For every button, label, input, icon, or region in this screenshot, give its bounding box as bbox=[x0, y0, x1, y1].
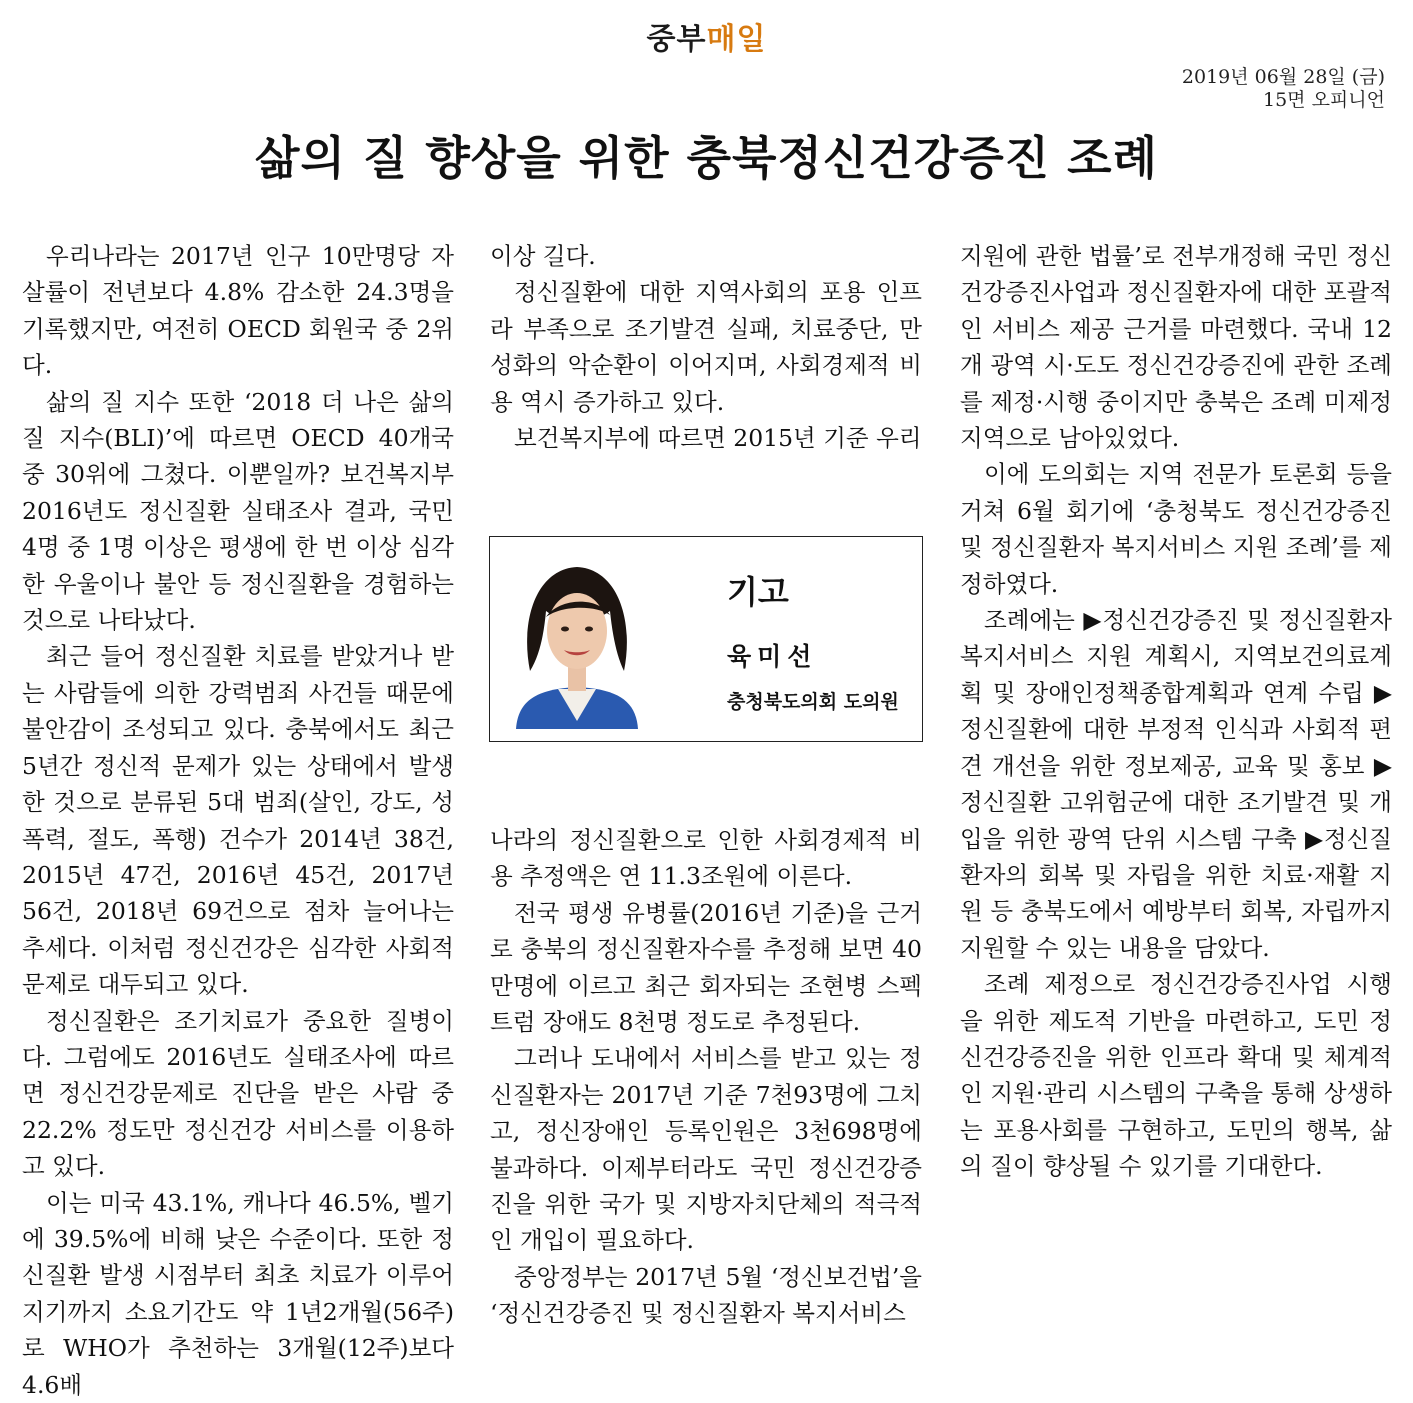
paragraph: 이에 도의회는 지역 전문가 토론회 등을 거쳐 6월 회기에 ‘충청북도 정신건강증진 및 정신질환자 복지서비스 지원 조례’를 제정하였다. bbox=[960, 460, 1392, 598]
article-headline: 삶의 질 향상을 위한 충북정신건강증진 조례 bbox=[255, 131, 1158, 185]
article-column-2-top bbox=[490, 238, 922, 456]
author-name: 육미선 bbox=[727, 642, 818, 671]
paragraph: 정신질환은 조기치료가 중요한 질병이다. 그럼에도 2016년도 실태조사에 따르면 정신건강문제로 진단을 받은 사람 중 22.2% 정도만 정신건강 서비스를 이용하고 있다. bbox=[22, 1006, 454, 1181]
article-column-3 bbox=[960, 238, 1392, 1185]
paragraph: 그러나 도내에서 서비스를 받고 있는 정신질환자는 2017년 기준 7천93명에 그치고, 정신장애인 등록인원은 3천698명에 불과하다. 이제부터라도 국민 정신건강증진을 위한 국가 및 지방자치단체의 적극적인 개입이 필요하다. bbox=[490, 1044, 922, 1255]
paragraph: 나라의 정신질환으로 인한 사회경제적 비용 추정액은 연 11.3조원에 이른다. bbox=[490, 826, 922, 891]
newspaper-masthead bbox=[0, 14, 1413, 58]
contributor-photo bbox=[506, 551, 648, 729]
paragraph: 이는 미국 43.1%, 캐나다 46.5%, 벨기에 39.5%에 비해 낮은 수준이다. 또한 정신질환 발생 시점부터 최초 치료가 이루어지기까지 소요기간도 약 1년2개월(56주)로 WHO가 추천하는 3개월(12주)보다 4.6배 bbox=[22, 1188, 454, 1399]
paragraph: 전국 평생 유병률(2016년 기준)을 근거로 충북의 정신질환자수를 추정해 보면 40만명에 이르고 최근 회자되는 조현병 스펙트럼 장애도 8천명 정도로 추정된다. bbox=[490, 898, 922, 1037]
issue-date: 2019년 06월 28일 (금) bbox=[1181, 66, 1385, 88]
paragraph: 조례 제정으로 정신건강증진사업 시행을 위한 제도적 기반을 마련하고, 도민 정신건강증진을 위한 인프라 확대 및 체계적인 지원·관리 시스템의 구축을 통해 상생하는 포용사회를 구현하고, 도민의 행복, 삶의 질이 향상될 수 있기를 기대한다. bbox=[960, 970, 1392, 1181]
paragraph: 정신질환에 대한 지역사회의 포용 인프라 부족으로 조기발견 실패, 치료중단, 만성화의 악순환이 이어지며, 사회경제적 비용 역시 증가하고 있다. bbox=[490, 278, 922, 416]
paragraph: 최근 들어 정신질환 치료를 받았거나 받는 사람들에 의한 강력범죄 사건들 때문에 불안감이 조성되고 있다. 충북에서도 최근 5년간 정신적 문제가 있는 상태에서 발생한 것으로 분류된 5대 범죄(살인, 강도, 성폭력, 절도, 폭행) 건수가 2014년 38건, 2015년 47건, 2016년 45건, 2017년 56건, 2018년 69건으로 점차 늘어나는 추세다. 이처럼 정신건강은 심각한 사회적 문제로 대두되고 있다. bbox=[22, 642, 454, 999]
paragraph: 이상 길다. bbox=[490, 242, 596, 270]
paragraph: 보건복지부에 따르면 2015년 기준 우리 bbox=[514, 424, 922, 453]
paragraph: 조례에는 ▶정신건강증진 및 정신질환자 복지서비스 지원 계획시, 지역보건의료계획 및 장애인정책종합계획과 연계 수립 ▶정신질환에 대한 부정적 인식과 사회적 편견 개선을 위한 정보제공, 교육 및 홍보 ▶정신질환 고위험군에 대한 조기발견 및 개입을 위한 광역 단위 시스템 구축 ▶정신질환자의 회복 및 자립을 위한 치료·재활 지원 등 충북도에서 예방부터 회복, 자립까지 지원할 수 있는 내용을 담았다. bbox=[960, 606, 1392, 962]
author-title: 충청북도의회 도의원 bbox=[727, 691, 899, 713]
paragraph: 지원에 관한 법률’로 전부개정해 국민 정신건강증진사업과 정신질환자에 대한 포괄적인 서비스 제공 근거를 마련했다. 국내 12개 광역 시·도도 정신건강증진에 관한 조례를 제정·시행 중이지만 충북은 조례 미제정 지역으로 남아있었다. bbox=[960, 242, 1392, 453]
contributor-box bbox=[489, 536, 923, 742]
paragraph: 삶의 질 지수 또한 ‘2018 더 나은 삶의 질 지수(BLI)’에 따르면 OECD 40개국 중 30위에 그쳤다. 이뿐일까? 보건복지부 2016년도 정신질환 실태조사 결과, 국민 4명 중 1명 이상은 평생에 한 번 이상 심각한 우울이나 불안 등 정신질환을 경험하는 것으로 나타났다. bbox=[22, 387, 454, 635]
issue-meta bbox=[1182, 66, 1385, 112]
masthead-name-accent: 매일 bbox=[706, 22, 767, 57]
contribution-label: 기고 bbox=[727, 573, 789, 611]
masthead-name: 중부 bbox=[646, 22, 707, 57]
article-column-1 bbox=[22, 238, 454, 1403]
paragraph: 중앙정부는 2017년 5월 ‘정신보건법’을 ‘정신건강증진 및 정신질환자 복지서비스 bbox=[490, 1262, 922, 1328]
issue-section: 15면 오피니언 bbox=[1263, 89, 1385, 111]
paragraph: 우리나라는 2017년 인구 10만명당 자살률이 전년보다 4.8% 감소한 24.3명을 기록했지만, 여전히 OECD 회원국 중 2위다. bbox=[22, 242, 454, 380]
article-column-2-bottom bbox=[490, 822, 922, 1332]
